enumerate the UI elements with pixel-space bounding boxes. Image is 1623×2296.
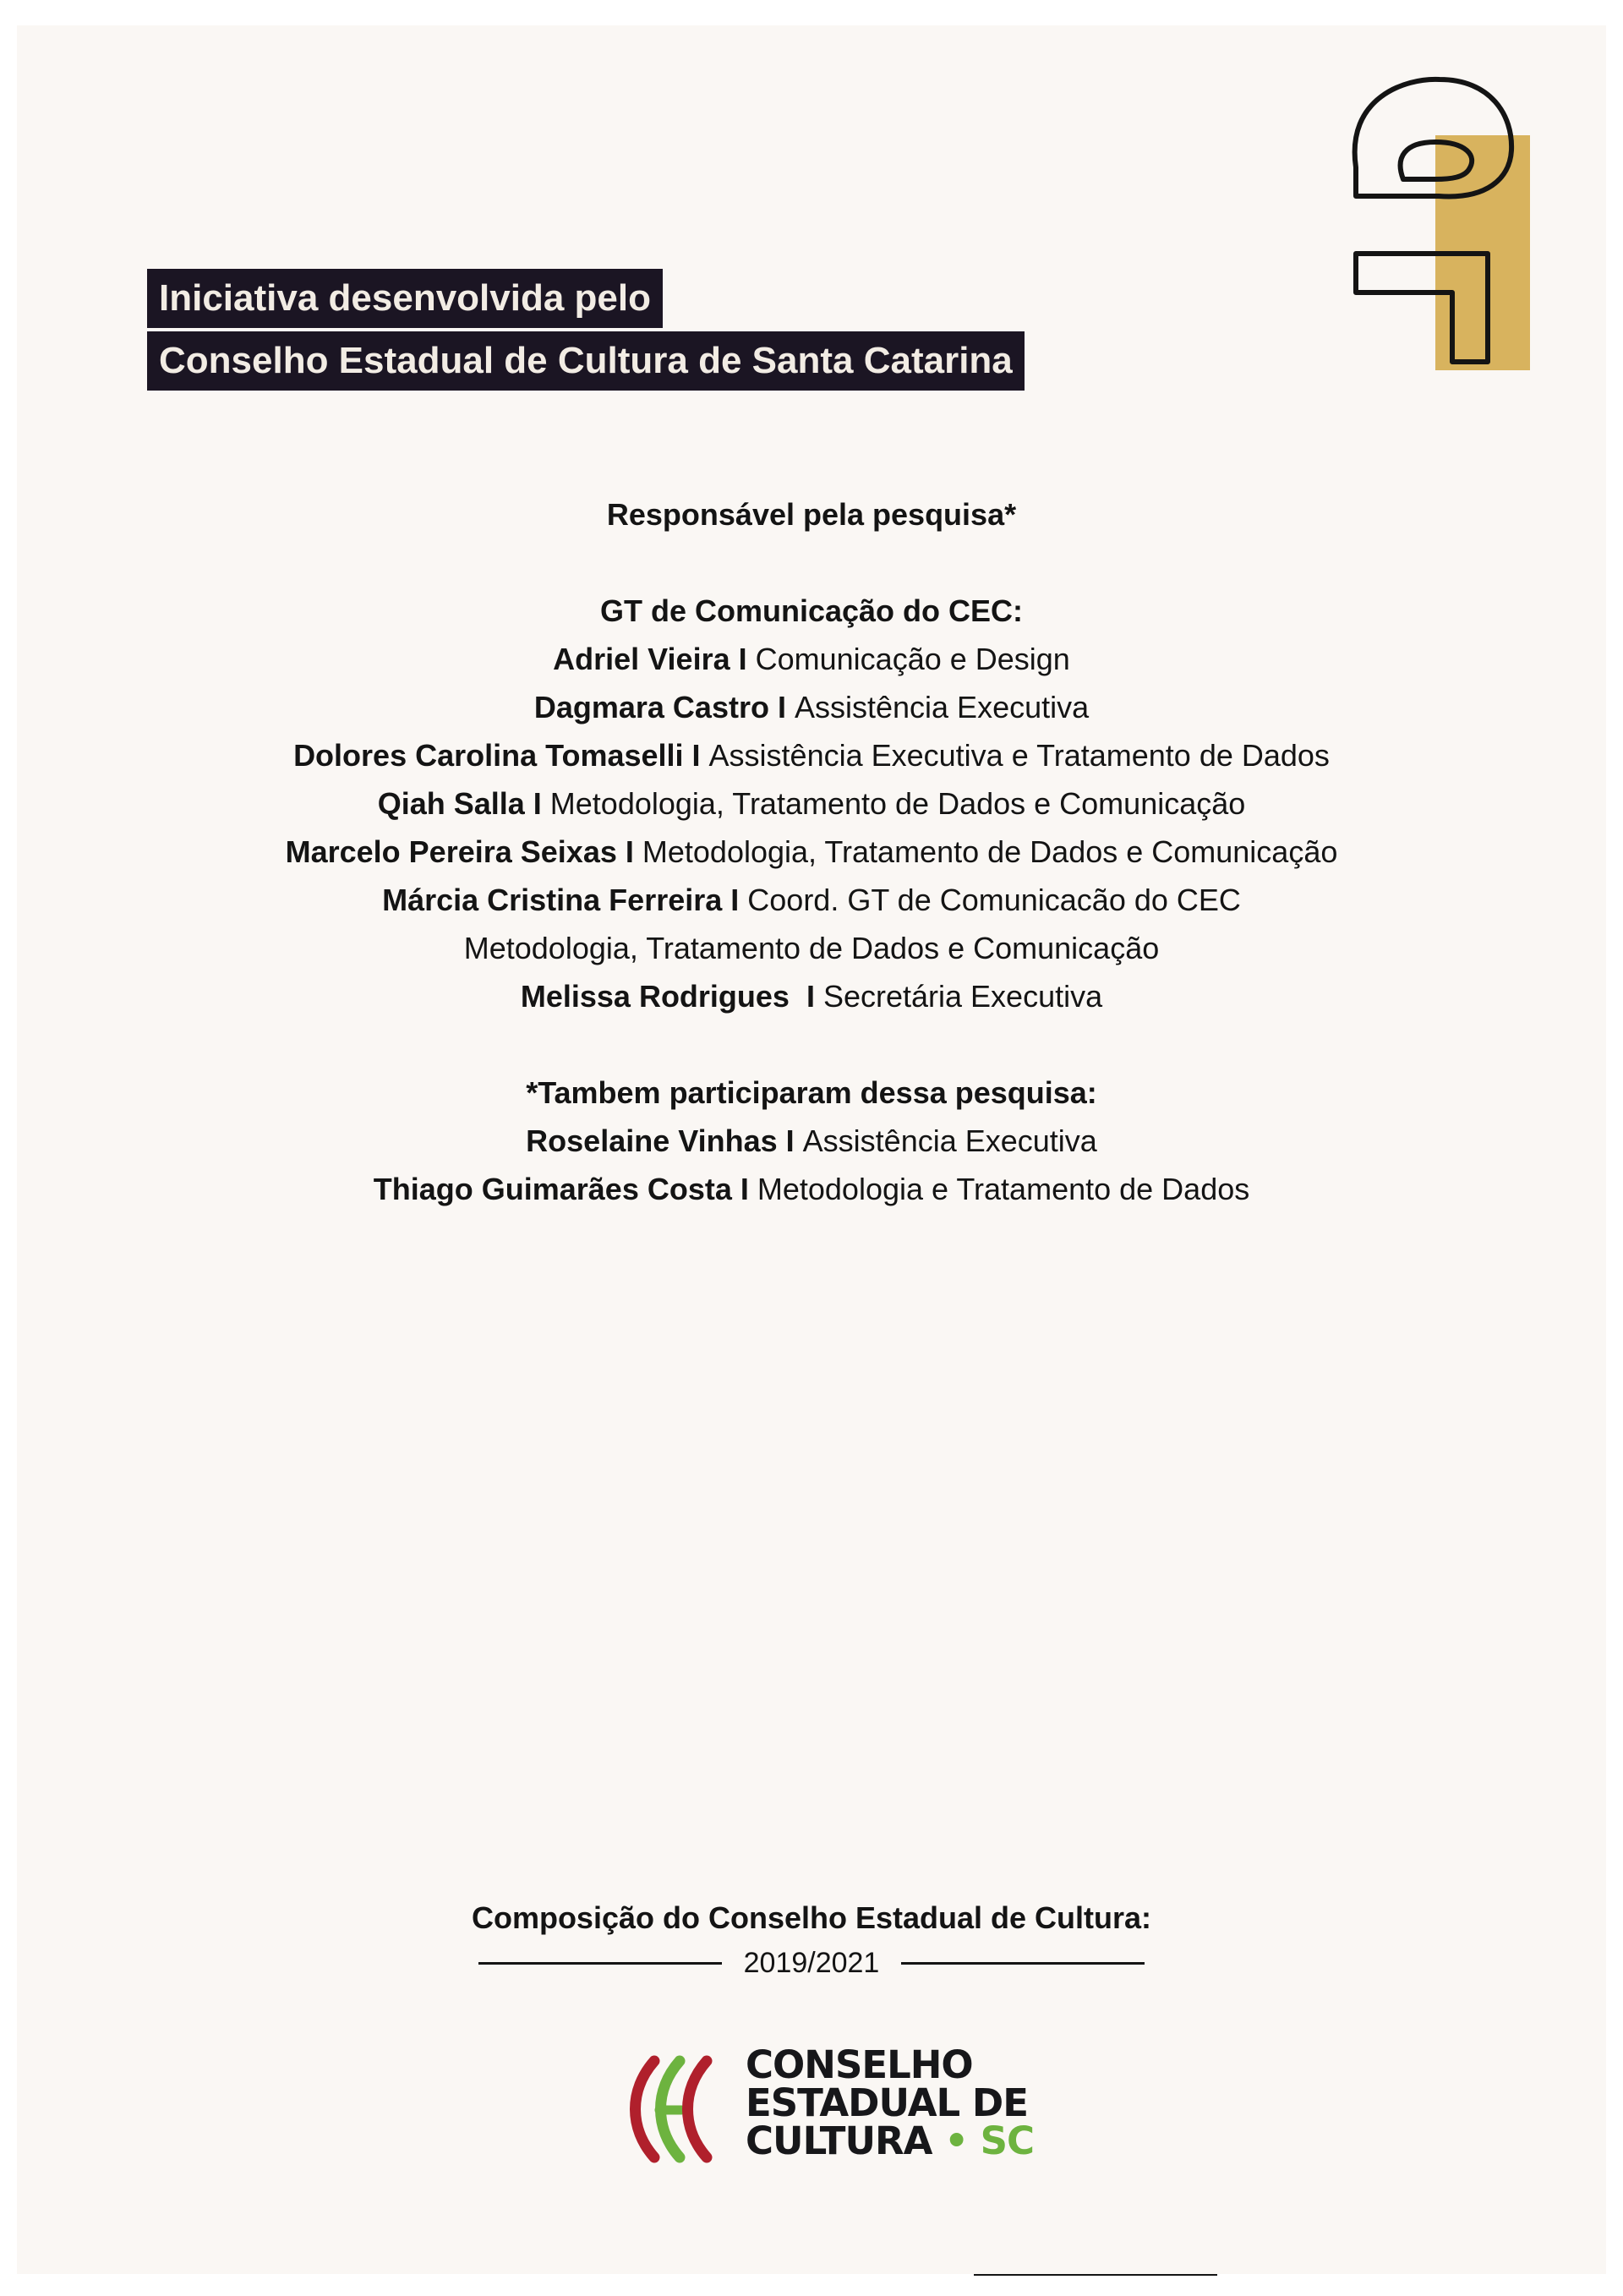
member-role: Secretária Executiva xyxy=(822,979,1103,1014)
member-name: Dolores Carolina Tomaselli xyxy=(293,738,684,773)
cec-logo-text: CONSELHO ESTADUAL DE CULTURA • SC xyxy=(746,2042,1035,2163)
member-line: Qiah Salla I Metodologia, Tratamento de Dados e Comunicação xyxy=(377,786,1246,821)
member-line: Dolores Carolina Tomaselli I Assistência Executiva e Tratamento de Dados xyxy=(293,738,1330,773)
member-line: Márcia Cristina Ferreira I Coord. GT de Comunicacão do CEC xyxy=(382,883,1241,917)
member-role: Assistência Executiva xyxy=(794,690,1090,724)
divider-right xyxy=(901,1962,1145,1965)
member-line: Marcelo Pereira Seixas I Metodologia, Tratamento de Dados e Comunicação xyxy=(285,834,1338,869)
member-role: Metodologia e Tratamento de Dados xyxy=(757,1172,1250,1206)
member-name: Dagmara Castro xyxy=(533,690,769,724)
cec-logo-mark-icon xyxy=(626,2046,744,2173)
member-line: Dagmara Castro I Assistência Executiva xyxy=(533,690,1090,724)
member-role: Assistência Executiva e Tratamento de Dados xyxy=(708,738,1330,773)
member-name: Qiah Salla xyxy=(377,786,525,821)
member-name: Melissa Rodrigues xyxy=(520,979,790,1014)
member-name: Márcia Cristina Ferreira xyxy=(382,883,723,917)
footer-rule xyxy=(974,2274,1217,2276)
member-name: Adriel Vieira xyxy=(553,642,730,676)
composition-title: Composição do Conselho Estadual de Cultura: xyxy=(471,1900,1152,1935)
decorative-outline-numeral xyxy=(1351,74,1572,379)
banner-line-2: Conselho Estadual de Cultura de Santa Catarina xyxy=(147,331,1025,391)
member-role: Metodologia, Tratamento de Dados e Comunicação xyxy=(549,786,1246,821)
divider-left xyxy=(478,1962,722,1965)
composition-years-row xyxy=(0,1943,1623,1983)
member-line: Melissa Rodrigues I Secretária Executiva xyxy=(520,979,1103,1014)
member-line: Roselaine Vinhas I Assistência Executiva xyxy=(526,1123,1097,1158)
member-role-continued: Metodologia, Tratamento de Dados e Comunicação xyxy=(463,931,1160,965)
credits-section xyxy=(0,490,1623,1213)
member-role: Comunicação e Design xyxy=(755,642,1070,676)
cec-logo xyxy=(626,2042,1035,2173)
also-participated-title: *Tambem participaram dessa pesquisa: xyxy=(526,1075,1097,1110)
composition-years: 2019/2021 xyxy=(743,1947,880,1979)
member-role: Assistência Executiva xyxy=(802,1123,1097,1158)
member-line: Thiago Guimarães Costa I Metodologia e Tratamento de Dados xyxy=(373,1172,1250,1206)
member-name: Marcelo Pereira Seixas xyxy=(285,834,617,869)
member-name: Thiago Guimarães Costa xyxy=(373,1172,732,1206)
group-title: GT de Comunicação do CEC: xyxy=(599,593,1024,628)
banner-line-1: Iniciativa desenvolvida pelo xyxy=(147,269,663,328)
member-role: Metodologia, Tratamento de Dados e Comunicação xyxy=(642,834,1338,869)
member-name: Roselaine Vinhas xyxy=(526,1123,778,1158)
member-role: Coord. GT de Comunicacão do CEC xyxy=(747,883,1241,917)
member-line: Adriel Vieira I Comunicação e Design xyxy=(553,642,1070,676)
responsible-title: Responsável pela pesquisa* xyxy=(606,497,1017,532)
